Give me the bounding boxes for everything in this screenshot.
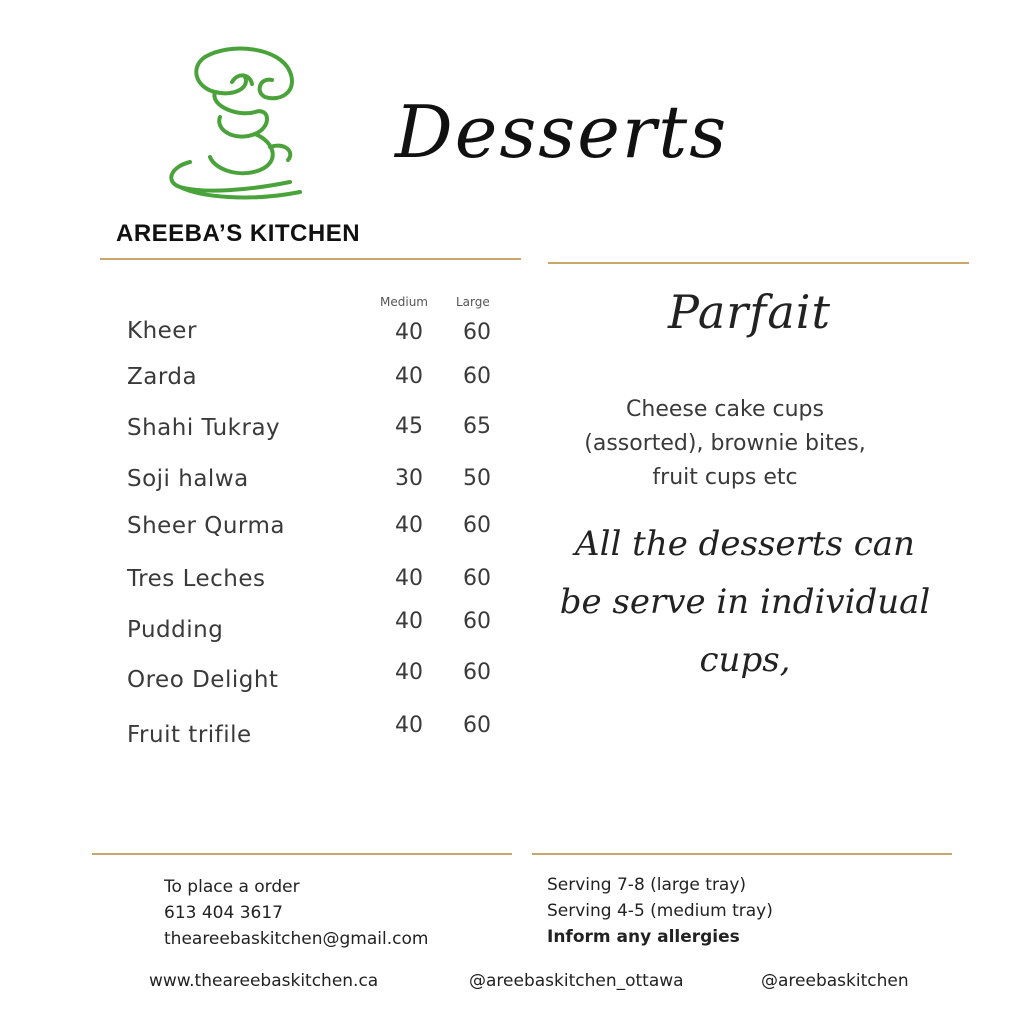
divider-bottom-left <box>92 853 512 855</box>
order-email[interactable]: theareebaskitchen@gmail.com <box>164 929 429 949</box>
note-line: be serve in individual <box>559 582 931 622</box>
order-info <box>164 874 428 952</box>
menu-item-name: Pudding <box>127 617 224 643</box>
brand-name: AREEBA’S KITCHEN <box>116 220 361 247</box>
allergy-note: Inform any allergies <box>547 927 740 947</box>
parfait-description <box>560 393 890 495</box>
menu-item-price-medium: 45 <box>395 414 423 439</box>
menu-item-price-large: 65 <box>463 414 491 439</box>
parfait-heading: Parfait <box>668 285 831 339</box>
parfait-line: Cheese cake cups <box>626 397 824 422</box>
serving-medium: Serving 4-5 (medium tray) <box>547 901 773 921</box>
menu-item-price-medium: 30 <box>395 466 423 491</box>
divider-top-right <box>548 262 969 264</box>
menu-item-price-large: 60 <box>463 660 491 685</box>
menu-item-price-large: 60 <box>463 713 491 738</box>
menu-item-price-large: 60 <box>463 364 491 389</box>
note-line: cups, <box>699 640 791 680</box>
serving-info <box>547 872 773 950</box>
parfait-line: (assorted), brownie bites, <box>584 431 866 456</box>
menu-item-name: Kheer <box>127 318 197 344</box>
website-link[interactable]: www.theareebaskitchen.ca <box>149 971 379 991</box>
menu-item-price-large: 60 <box>463 566 491 591</box>
menu-item-name: Fruit trifile <box>127 722 252 748</box>
menu-item-name: Sheer Qurma <box>127 513 285 539</box>
menu-item-price-medium: 40 <box>395 320 423 345</box>
menu-item-price-medium: 40 <box>395 364 423 389</box>
column-large-header: Large <box>456 295 490 309</box>
serving-large: Serving 7-8 (large tray) <box>547 875 747 895</box>
menu-item-price-large: 50 <box>463 466 491 491</box>
divider-top-left <box>100 258 521 260</box>
menu-item-name: Soji halwa <box>127 466 249 492</box>
menu-item-price-medium: 40 <box>395 713 423 738</box>
individual-cups-note <box>555 515 935 689</box>
menu-item-price-medium: 40 <box>395 513 423 538</box>
menu-item-price-medium: 40 <box>395 660 423 685</box>
menu-item-name: Tres Leches <box>127 566 266 592</box>
order-heading: To place a order <box>164 877 300 897</box>
divider-bottom-right <box>532 853 952 855</box>
menu-item-price-large: 60 <box>463 609 491 634</box>
note-line: All the desserts can <box>575 524 915 564</box>
page-title-text: Desserts <box>395 90 729 174</box>
menu-item-price-large: 60 <box>463 320 491 345</box>
page-title <box>395 60 740 210</box>
menu-item-name: Zarda <box>127 364 198 390</box>
order-phone[interactable]: 613 404 3617 <box>164 903 283 923</box>
parfait-line: fruit cups etc <box>652 465 798 490</box>
menu-item-price-medium: 40 <box>395 609 423 634</box>
menu-item-price-large: 60 <box>463 513 491 538</box>
menu-item-name: Shahi Tukray <box>127 415 281 441</box>
instagram-handle-ottawa[interactable]: @areebaskitchen_ottawa <box>469 971 684 991</box>
chef-hat-logo-icon <box>160 42 310 212</box>
menu-item-price-medium: 40 <box>395 566 423 591</box>
instagram-handle[interactable]: @areebaskitchen <box>761 971 909 991</box>
menu-item-name: Oreo Delight <box>127 667 279 693</box>
column-medium-header: Medium <box>380 295 428 309</box>
